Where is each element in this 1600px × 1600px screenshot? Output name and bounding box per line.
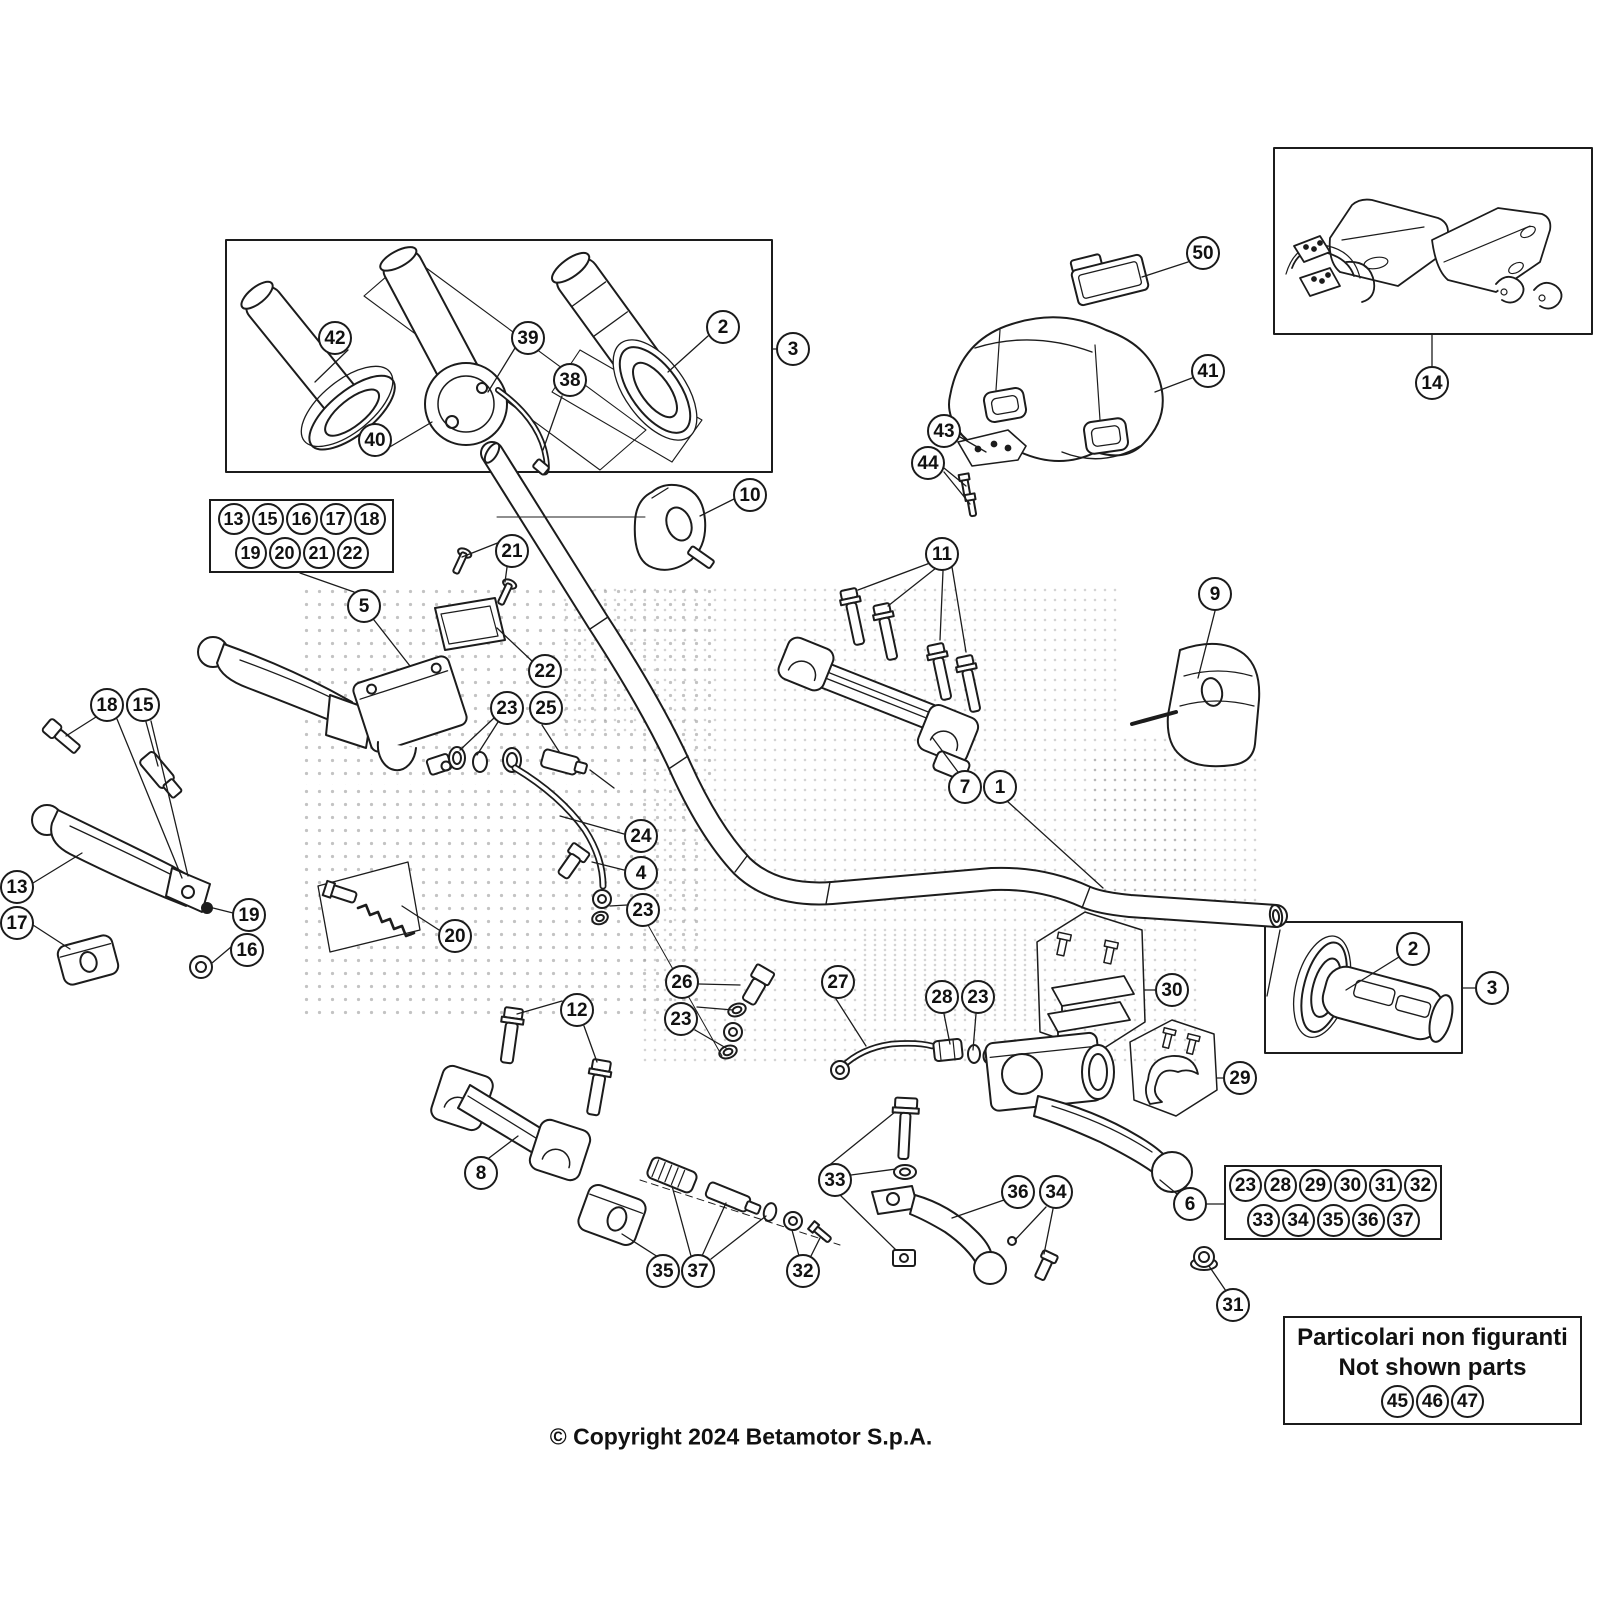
callout-23: 23	[664, 1002, 698, 1036]
legend-circle-15: 15	[252, 503, 284, 535]
callout-33: 33	[818, 1163, 852, 1197]
legend-circle-19: 19	[235, 537, 267, 569]
brake-hose-drawing	[831, 1039, 993, 1079]
callout-2: 2	[1396, 932, 1430, 966]
callout-23: 23	[626, 893, 660, 927]
callout-9: 9	[1198, 577, 1232, 611]
reservoir-covers-drawing	[1037, 912, 1145, 1052]
callout-2: 2	[706, 310, 740, 344]
pivot-bolt-kit-drawing	[890, 1097, 919, 1266]
callout-19: 19	[232, 898, 266, 932]
leader-lines	[33, 262, 1476, 1291]
riser-bracket-drawing	[776, 635, 987, 782]
callout-4: 4	[624, 856, 658, 890]
legend-circle-28: 28	[1264, 1169, 1297, 1202]
legend-circle-30: 30	[1334, 1169, 1367, 1202]
legend-row	[1226, 1204, 1440, 1237]
legend-circle-36: 36	[1352, 1204, 1385, 1237]
flanged-nut-drawing	[1191, 1247, 1217, 1270]
callout-7: 7	[948, 770, 982, 804]
callout-21: 21	[495, 534, 529, 568]
legend-circle-13: 13	[218, 503, 250, 535]
legend-circle-31: 31	[1369, 1169, 1402, 1202]
legend-box-bottom-right	[1224, 1165, 1442, 1240]
right-grip-bottom-drawing	[1284, 930, 1464, 1072]
not-shown-title-english: Not shown parts	[1338, 1354, 1527, 1381]
callout-27: 27	[821, 965, 855, 999]
callout-12: 12	[560, 993, 594, 1027]
throttle-tube-drawing	[377, 242, 550, 475]
callout-6: 6	[1173, 1187, 1207, 1221]
legend-circle-37: 37	[1387, 1204, 1420, 1237]
callout-14: 14	[1415, 366, 1449, 400]
kill-switch-drawing	[635, 485, 715, 570]
callout-39: 39	[511, 321, 545, 355]
callout-50: 50	[1186, 236, 1220, 270]
legend-circle-47: 47	[1451, 1385, 1484, 1418]
callout-42: 42	[318, 321, 352, 355]
copyright-text: © Copyright 2024 Betamotor S.p.A.	[549, 1423, 933, 1450]
callout-40: 40	[358, 423, 392, 457]
callout-43: 43	[927, 414, 961, 448]
legend-circle-23: 23	[1229, 1169, 1262, 1202]
callout-41: 41	[1191, 354, 1225, 388]
hour-meter-drawing	[1068, 244, 1149, 306]
not-shown-circles	[1285, 1385, 1580, 1418]
callout-3: 3	[1475, 971, 1509, 1005]
clamp-hex-drawing	[1130, 1020, 1217, 1116]
legend-row	[211, 503, 392, 535]
legend-circle-20: 20	[269, 537, 301, 569]
callout-32: 32	[786, 1254, 820, 1288]
callout-25: 25	[529, 691, 563, 725]
legend-box-top-left	[209, 499, 394, 573]
callout-38: 38	[553, 363, 587, 397]
legend-row	[1226, 1169, 1440, 1202]
callout-5: 5	[347, 589, 381, 623]
gps-bracket-drawing	[958, 430, 1026, 517]
callout-3: 3	[776, 332, 810, 366]
legend-row	[211, 537, 392, 569]
legend-circle-33: 33	[1247, 1204, 1280, 1237]
legend-circle-29: 29	[1299, 1169, 1332, 1202]
callout-35: 35	[646, 1254, 680, 1288]
callout-8: 8	[464, 1156, 498, 1190]
switch-drawing	[1132, 644, 1259, 766]
legend-circle-22: 22	[337, 537, 369, 569]
callout-23: 23	[490, 691, 524, 725]
callout-11: 11	[925, 537, 959, 571]
callout-31: 31	[1216, 1288, 1250, 1322]
right-grip-drawing	[548, 248, 714, 455]
legend-circle-17: 17	[320, 503, 352, 535]
callout-24: 24	[624, 819, 658, 853]
clutch-master-cylinder-drawing	[198, 637, 469, 775]
not-shown-parts-box	[1283, 1316, 1582, 1425]
callout-23: 23	[961, 980, 995, 1014]
adjuster-kit-drawing	[576, 1156, 840, 1248]
bar-clamp-drawing	[429, 1007, 613, 1183]
callout-26: 26	[665, 965, 699, 999]
banjo-bolt-drawing	[717, 964, 774, 1061]
clutch-hose-drawing	[515, 768, 611, 926]
legend-circle-46: 46	[1416, 1385, 1449, 1418]
legend-circle-34: 34	[1282, 1204, 1315, 1237]
callout-44: 44	[911, 446, 945, 480]
legend-circle-21: 21	[303, 537, 335, 569]
callout-16: 16	[230, 933, 264, 967]
callout-20: 20	[438, 919, 472, 953]
handguard-kit-drawing	[1286, 200, 1562, 309]
callout-22: 22	[528, 654, 562, 688]
legend-circle-18: 18	[354, 503, 386, 535]
callout-28: 28	[925, 980, 959, 1014]
legend-circle-35: 35	[1317, 1204, 1350, 1237]
callout-17: 17	[0, 906, 34, 940]
callout-36: 36	[1001, 1175, 1035, 1209]
legend-circle-32: 32	[1404, 1169, 1437, 1202]
brake-master-cylinder-drawing	[985, 1032, 1192, 1192]
callout-1: 1	[983, 770, 1017, 804]
callout-10: 10	[733, 478, 767, 512]
callout-29: 29	[1223, 1061, 1257, 1095]
not-shown-title-italian: Particolari non figuranti	[1297, 1324, 1568, 1351]
callout-13: 13	[0, 870, 34, 904]
callout-34: 34	[1039, 1175, 1073, 1209]
callout-18: 18	[90, 688, 124, 722]
legend-circle-16: 16	[286, 503, 318, 535]
callout-37: 37	[681, 1254, 715, 1288]
callout-30: 30	[1155, 973, 1189, 1007]
legend-circle-45: 45	[1381, 1385, 1414, 1418]
callout-15: 15	[126, 688, 160, 722]
